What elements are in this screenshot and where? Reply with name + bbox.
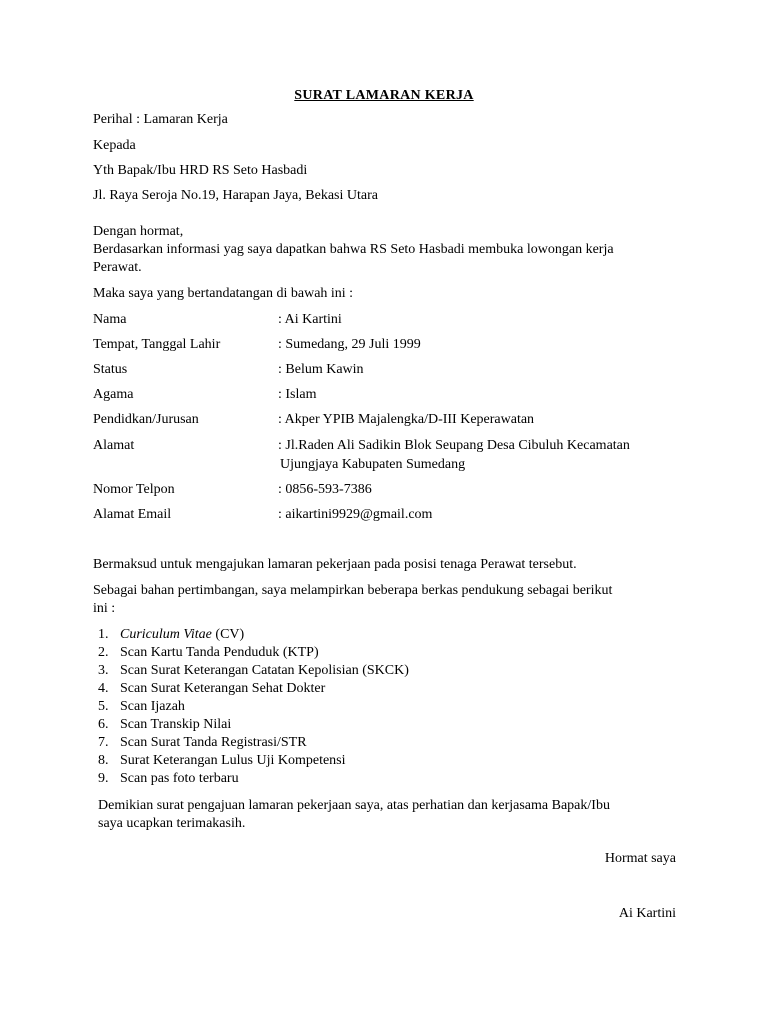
closing-paragraph-line2: saya ucapkan terimakasih. xyxy=(98,816,246,831)
field-label-education: Pendidkan/Jurusan xyxy=(93,412,199,427)
field-value-email: : aikartini9929@gmail.com xyxy=(278,507,433,522)
to-line: Kepada xyxy=(93,138,136,153)
letter-title: SURAT LAMARAN KERJA xyxy=(294,88,474,103)
list-item-number: 2. xyxy=(98,645,109,660)
field-value-religion: : Islam xyxy=(278,387,317,402)
list-item: Scan Surat Keterangan Sehat Dokter xyxy=(120,681,326,696)
salutation: Dengan hormat, xyxy=(93,224,184,239)
signer-intro: Maka saya yang bertandatangan di bawah ini : xyxy=(93,286,354,301)
field-label-birth: Tempat, Tanggal Lahir xyxy=(93,337,221,352)
list-item-number: 6. xyxy=(98,717,109,732)
list-item: Scan Transkip Nilai xyxy=(120,717,232,732)
recipient-line: Yth Bapak/Ibu HRD RS Seto Hasbadi xyxy=(93,163,308,178)
list-item-number: 4. xyxy=(98,681,109,696)
attachments-intro-line1: Sebagai bahan pertimbangan, saya melampirkan beberapa berkas pendukung sebagai berikut xyxy=(93,583,613,598)
closing-paragraph-line1: Demikian surat pengajuan lamaran pekerjaan saya, atas perhatian dan kerjasama Bapak/Ibu xyxy=(98,798,610,813)
list-item-number: 7. xyxy=(98,735,109,750)
field-value-education: : Akper YPIB Majalengka/D-III Keperawatan xyxy=(278,412,535,427)
list-item-italic-text: Curiculum Vitae xyxy=(120,627,212,642)
intro-paragraph-line1: Berdasarkan informasi yag saya dapatkan bahwa RS Seto Hasbadi membuka lowongan kerja xyxy=(93,242,614,257)
list-item: Surat Keterangan Lulus Uji Kompetensi xyxy=(120,753,346,768)
list-item: Scan Surat Keterangan Catatan Kepolisian (SKCK) xyxy=(120,663,409,678)
field-value-address-line1: : Jl.Raden Ali Sadikin Blok Seupang Desa Cibuluh Kecamatan xyxy=(278,438,630,453)
list-item: Scan Surat Tanda Registrasi/STR xyxy=(120,735,307,750)
field-value-phone: : 0856-593-7386 xyxy=(278,482,372,497)
field-label-address: Alamat xyxy=(93,438,135,453)
list-item xyxy=(120,626,244,644)
field-value-address-line2: Ujungjaya Kabupaten Sumedang xyxy=(280,457,466,472)
list-item-number: 1. xyxy=(98,627,109,642)
field-label-email: Alamat Email xyxy=(93,507,172,522)
list-item: Scan Kartu Tanda Penduduk (KTP) xyxy=(120,645,319,660)
field-label-religion: Agama xyxy=(93,387,134,402)
recipient-address: Jl. Raya Seroja No.19, Harapan Jaya, Bekasi Utara xyxy=(93,188,378,203)
regards-line: Hormat saya xyxy=(604,851,676,866)
field-label-status: Status xyxy=(93,362,128,377)
purpose-paragraph: Bermaksud untuk mengajukan lamaran pekerjaan pada posisi tenaga Perawat tersebut. xyxy=(93,557,577,572)
intro-paragraph-line2: Perawat. xyxy=(93,260,142,275)
list-item-number: 8. xyxy=(98,753,109,768)
field-value-status: : Belum Kawin xyxy=(278,362,364,377)
list-item-number: 5. xyxy=(98,699,109,714)
list-item: Scan Ijazah xyxy=(120,699,185,714)
signature-name: Ai Kartini xyxy=(618,906,676,921)
list-item-number: 3. xyxy=(98,663,109,678)
field-label-name: Nama xyxy=(93,312,127,327)
field-value-name: : Ai Kartini xyxy=(278,312,342,327)
attachments-intro-line2: ini : xyxy=(93,601,116,616)
list-item-text: (CV) xyxy=(211,627,245,642)
list-item: Scan pas foto terbaru xyxy=(120,771,239,786)
list-item-number: 9. xyxy=(98,771,109,786)
field-value-birth: : Sumedang, 29 Juli 1999 xyxy=(278,337,421,352)
subject-line: Perihal : Lamaran Kerja xyxy=(93,112,228,127)
field-label-phone: Nomor Telpon xyxy=(93,482,175,497)
